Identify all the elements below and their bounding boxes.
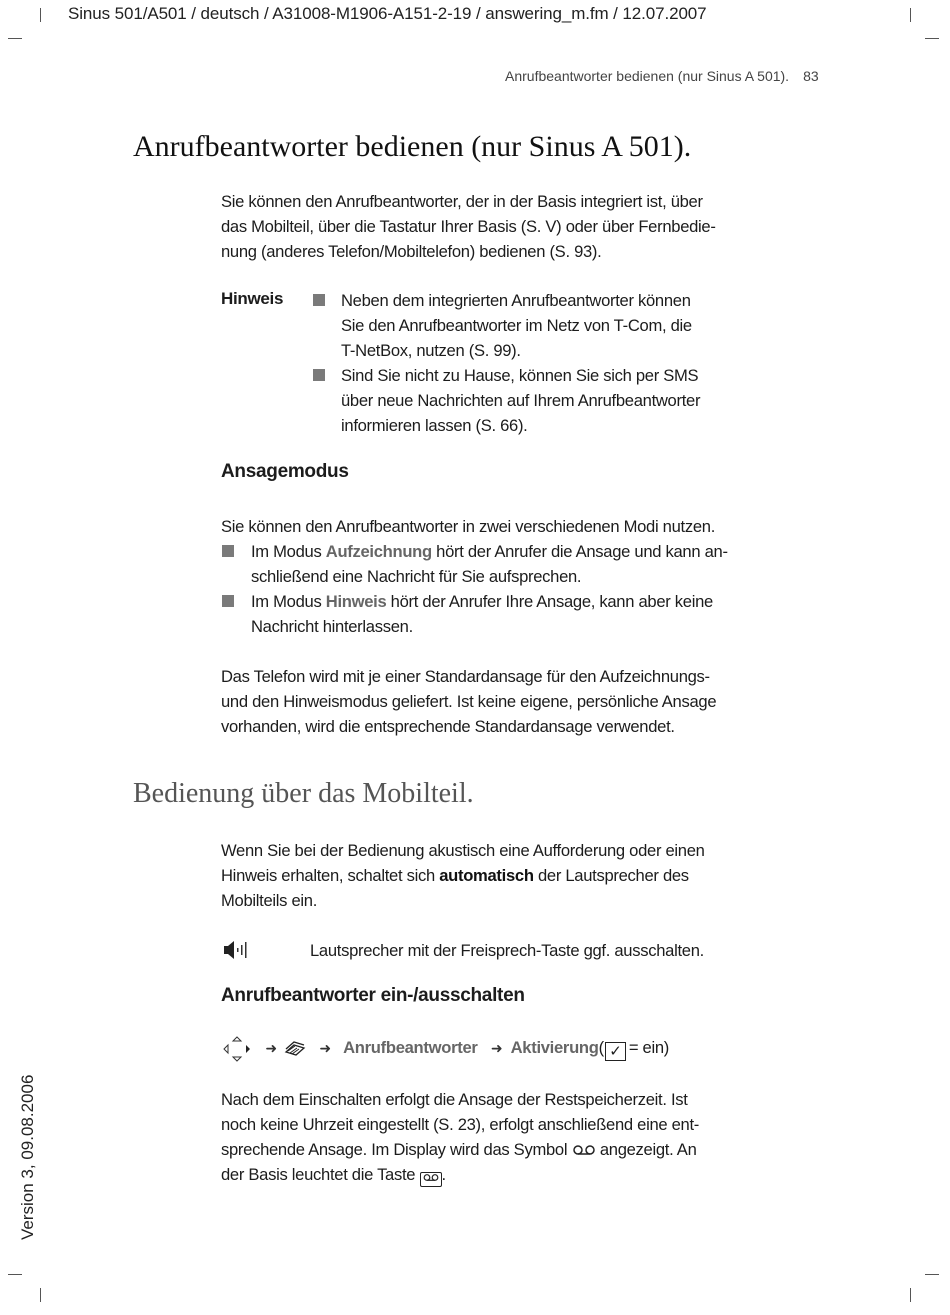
running-header xyxy=(505,68,819,84)
crop-mark xyxy=(910,8,911,22)
page-number: 83 xyxy=(803,68,819,84)
note-label: Hinweis xyxy=(221,289,284,308)
crop-mark xyxy=(925,1274,939,1275)
crop-mark xyxy=(40,1288,41,1302)
answering-machine-icon xyxy=(572,1138,596,1150)
speaker-icon xyxy=(223,939,251,966)
document-info: Sinus 501/A501 / deutsch / A31008-M1906-A151-2-19 / answering_m.fm / 12.07.2007 xyxy=(68,4,707,23)
arrow-right-icon: ➜ xyxy=(265,1040,277,1056)
arrow-right-icon: ➜ xyxy=(490,1040,503,1056)
note-item: Neben dem integrierten Anrufbeantworter können Sie den Anrufbeantworter im Netz von T-Com, die T-NetBox, nutzen (S. 99). xyxy=(341,291,692,360)
bullet-icon xyxy=(222,545,234,557)
version-note: Version 3, 09.08.2006 xyxy=(18,1074,37,1240)
running-title: Anrufbeantworter bedienen (nur Sinus A 501). xyxy=(505,68,790,84)
answering-machine-key-icon xyxy=(420,1172,442,1187)
subsection-heading: Anrufbeantworter ein-/ausschalten xyxy=(221,985,525,1006)
bullet-icon xyxy=(222,595,234,607)
nav-key-icon xyxy=(223,1036,251,1062)
section-title: Bedienung über das Mobilteil. xyxy=(133,778,474,809)
crop-mark xyxy=(8,1274,22,1275)
menu-item-answering-machine: Anrufbeantworter xyxy=(343,1038,478,1057)
crop-mark xyxy=(925,38,939,39)
intro-paragraph: Sie können den Anrufbeantworter, der in der Basis integriert ist, über das Mobilteil, über die Tastatur Ihrer Basis (S. V) oder über Fernbedie- nung (anderes Telefon/Mobiltelefon) bedienen (S. 93). xyxy=(221,192,716,261)
crop-mark xyxy=(8,38,22,39)
section-title: Anrufbeantworter bedienen (nur Sinus A 501). xyxy=(133,130,692,163)
mode-item-recording: Im Modus Aufzeichnung hört der Anrufer die Ansage und kann an- schließend eine Nachricht für Sie aufsprechen. xyxy=(251,542,728,586)
bullet-icon xyxy=(313,369,325,381)
subsection-heading: Ansagemodus xyxy=(221,461,349,482)
handset-paragraph: Wenn Sie bei der Bedienung akustisch eine Aufforderung oder einen Hinweis erhalten, schaltet sich automatisch der Lautsprecher des Mobilteils ein. xyxy=(221,841,705,910)
menu-item-activation: Aktivierung xyxy=(510,1038,599,1057)
menu-path: ➜ ➜ Anrufbeantworter ➜ Aktivierung( ✓ = ein) xyxy=(223,1035,669,1061)
ansagemodus-intro: Sie können den Anrufbeantworter in zwei verschiedenen Modi nutzen. xyxy=(221,517,716,536)
bullet-icon xyxy=(313,294,325,306)
note-item: Sind Sie nicht zu Hause, können Sie sich per SMS über neue Nachrichten auf Ihrem Anrufbeantworter informieren lassen (S. 66). xyxy=(341,366,701,435)
checkbox-icon: ✓ xyxy=(605,1042,626,1061)
speaker-instruction: Lautsprecher mit der Freisprech-Taste ggf. ausschalten. xyxy=(310,941,704,960)
mode-item-notice: Im Modus Hinweis hört der Anrufer Ihre Ansage, kann aber keine Nachricht hinterlassen. xyxy=(251,592,713,636)
mode-keyword: Aufzeichnung xyxy=(325,542,432,561)
arrow-right-icon: ➜ xyxy=(319,1040,331,1056)
mode-keyword: Hinweis xyxy=(325,592,387,611)
default-announcement-paragraph: Das Telefon wird mit je einer Standardansage für den Aufzeichnungs- und den Hinweismodus geliefert. Ist keine eigene, persönliche Ansage vorhanden, wird die entsprechende Standardansage verwendet. xyxy=(221,667,717,736)
activation-paragraph: Nach dem Einschalten erfolgt die Ansage der Restspeicherzeit. Ist noch keine Uhrzeit eingestellt (S. 23), erfolgt anschließend eine ent- sprechende Ansage. Im Display wird das Symbol angezeigt. An der Basis leuchtet die Taste . xyxy=(221,1087,699,1187)
crop-mark xyxy=(910,1288,911,1302)
crop-mark xyxy=(40,8,41,22)
menu-key-icon xyxy=(284,1040,306,1058)
